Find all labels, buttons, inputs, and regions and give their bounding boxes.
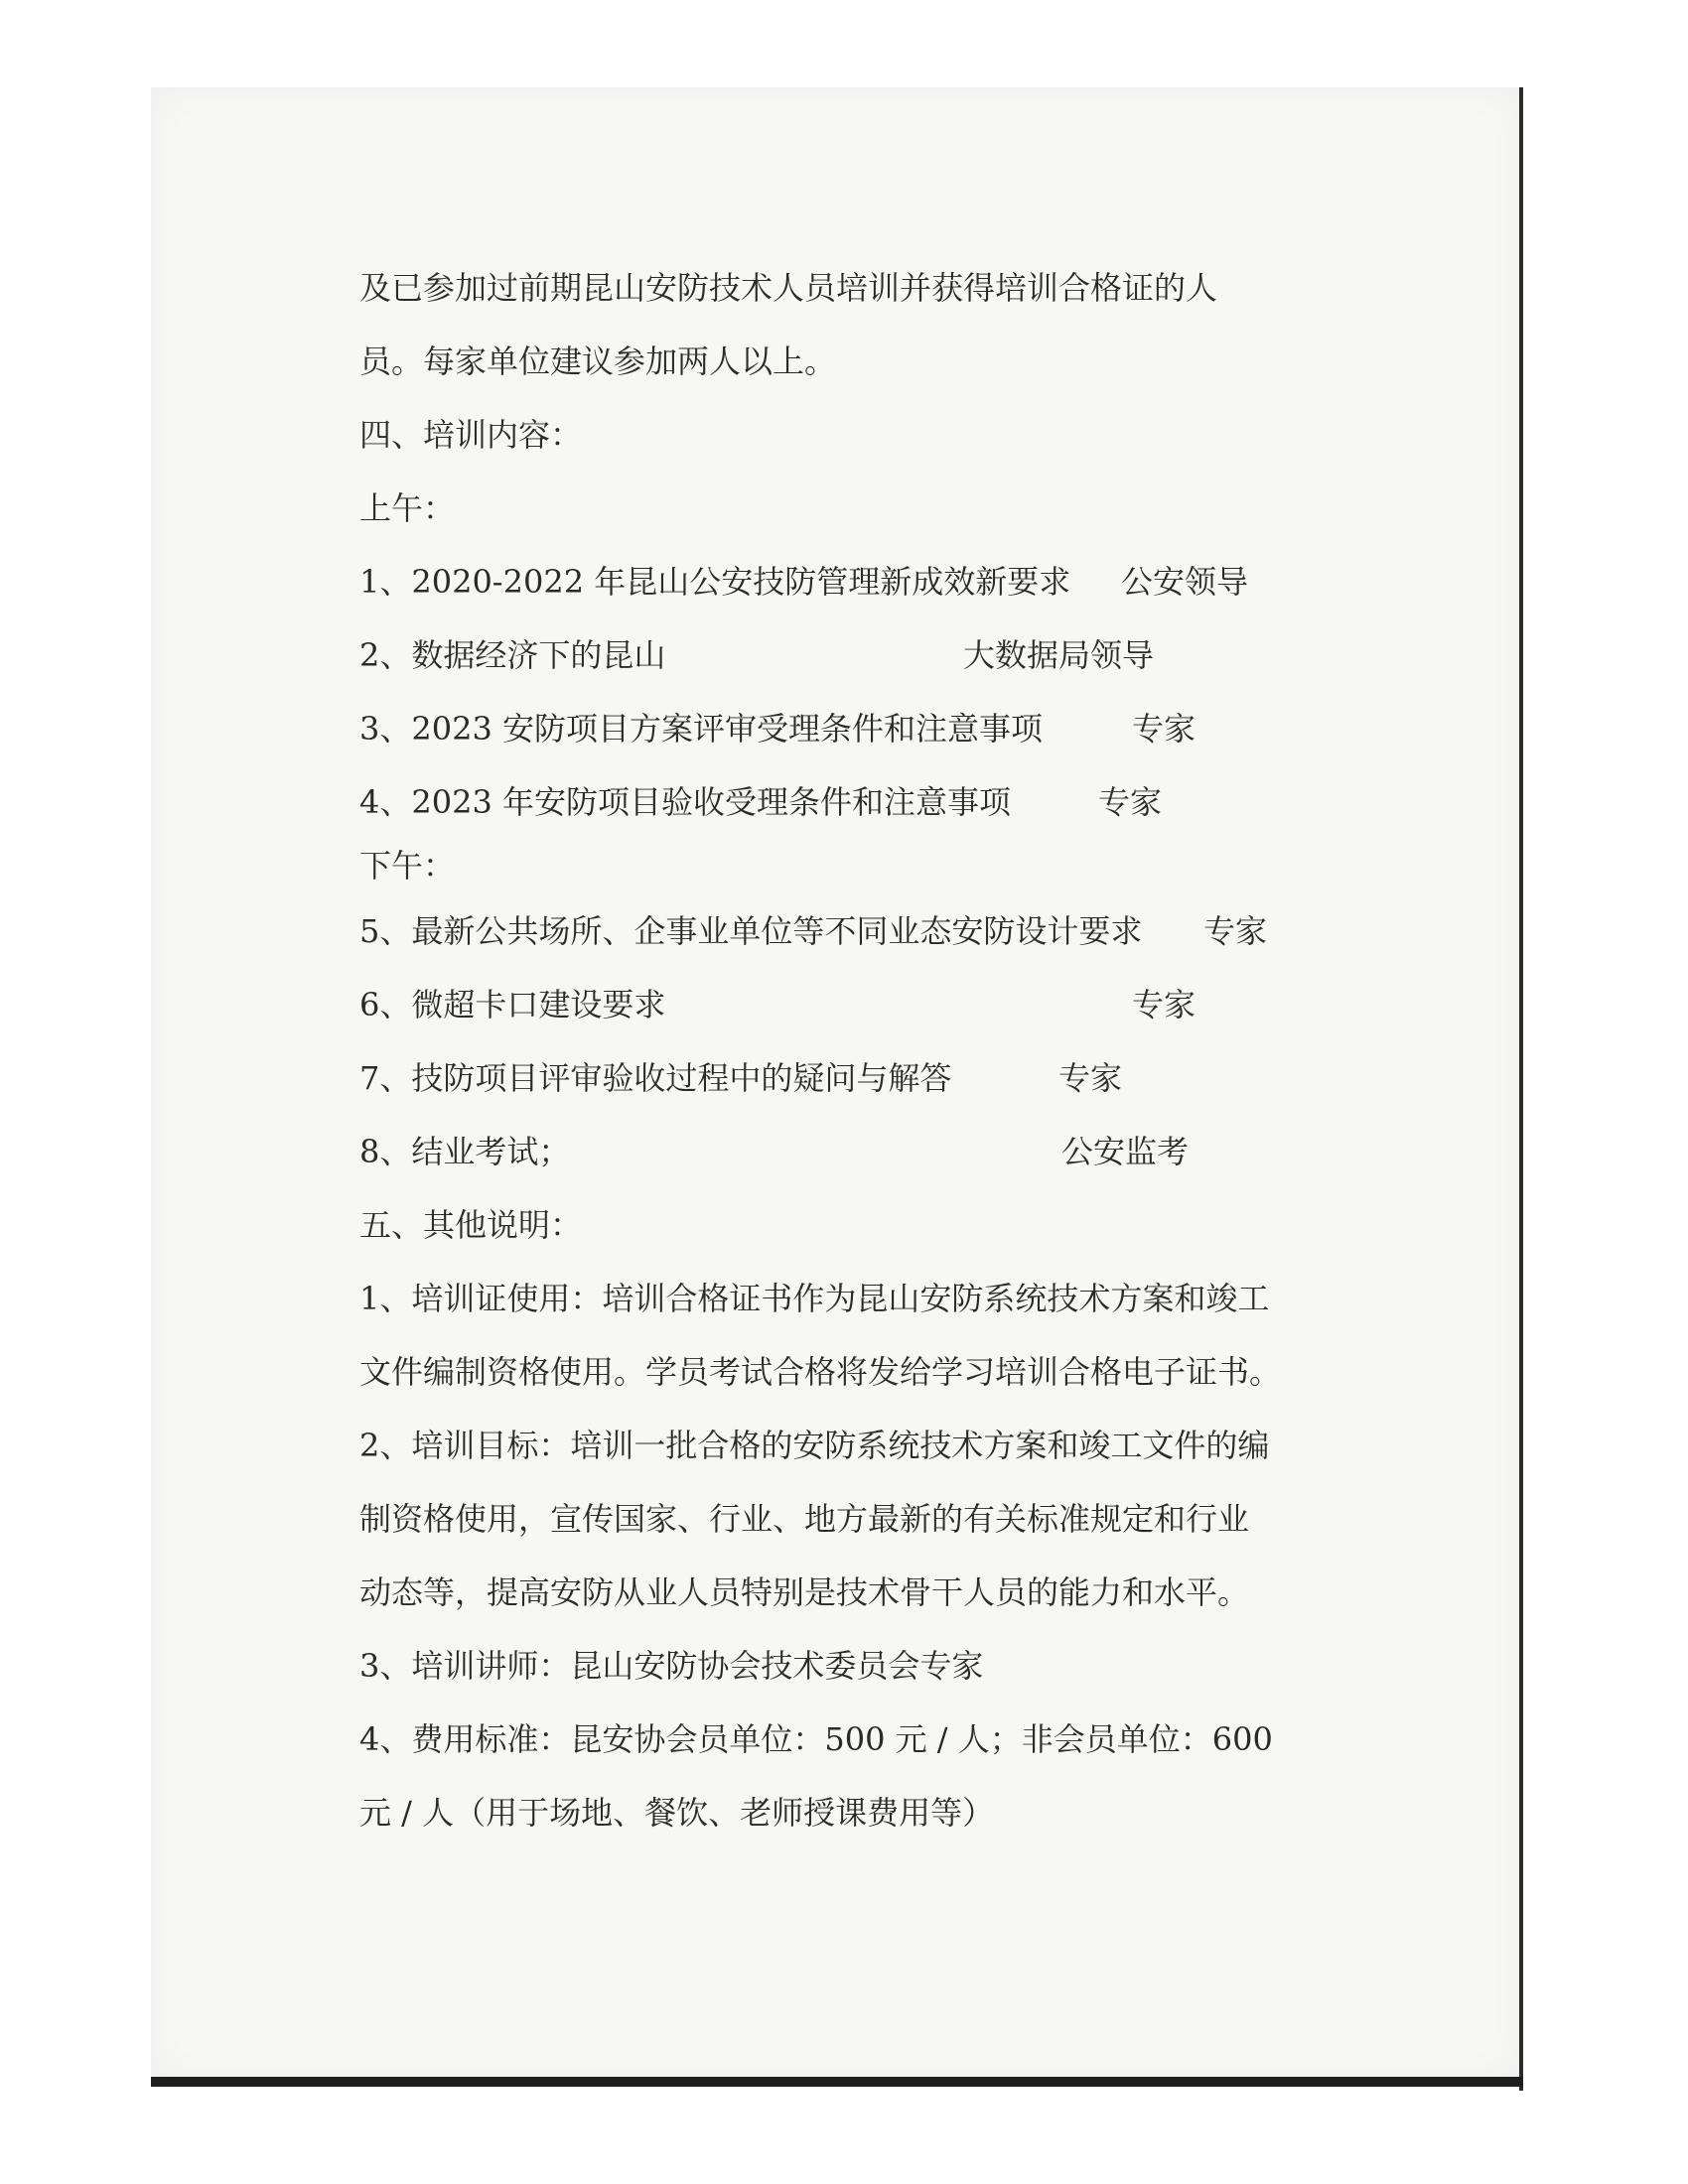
schedule-item (359, 1132, 1333, 1205)
schedule-topic: 6、微超卡口建设要求 (359, 986, 666, 1024)
schedule-topic: 3、2023 安防项目方案评审受理条件和注意事项 (359, 710, 1043, 748)
paragraph-line: 4、费用标准：昆安协会员单位：500 元 / 人；非会员单位：600 (359, 1720, 1273, 1758)
paragraph-line: 1、培训证使用：培训合格证书作为昆山安防系统技术方案和竣工 (359, 1280, 1270, 1317)
schedule-topic: 2、数据经济下的昆山 (359, 636, 666, 674)
schedule-speaker: 专家 (1203, 912, 1268, 950)
paragraph-line: 动态等，提高安防从业人员特别是技术骨干人员的能力和水平。 (359, 1573, 1250, 1611)
schedule-item (359, 782, 1333, 846)
schedule-topic: 4、2023 年安防项目验收受理条件和注意事项 (359, 783, 1011, 821)
schedule-topic: 5、最新公共场所、企事业单位等不同业态安防设计要求 (359, 912, 1143, 950)
schedule-speaker: 专家 (1098, 783, 1163, 821)
paragraph-line: 2、培训目标：培训一批合格的安防系统技术方案和竣工文件的编 (359, 1427, 1270, 1464)
paragraph-line: 文件编制资格使用。学员考试合格将发给学习培训合格电子证书。 (359, 1353, 1282, 1391)
schedule-item (359, 1058, 1333, 1132)
schedule-topic: 1、2020-2022 年昆山公安技防管理新成效新要求 (359, 563, 1071, 601)
schedule-speaker: 大数据局领导 (963, 636, 1155, 674)
schedule-item (359, 911, 1333, 985)
paragraph-line: 及已参加过前期昆山安防技术人员培训并获得培训合格证的人 (359, 269, 1218, 307)
session-label: 上午： (359, 489, 456, 527)
session-label: 下午： (359, 847, 456, 885)
paper-shadow-edge (1519, 87, 1523, 2091)
paper-shadow-edge (151, 2077, 1523, 2087)
paragraph-line: 元 / 人（用于场地、餐饮、老师授课费用等） (359, 1794, 995, 1832)
schedule-speaker: 专家 (1132, 986, 1196, 1024)
paragraph-line: 制资格使用，宣传国家、行业、地方最新的有关标准规定和行业 (359, 1500, 1250, 1538)
schedule-topic: 8、结业考试； (359, 1133, 571, 1170)
schedule-speaker: 公安监考 (1061, 1133, 1190, 1170)
schedule-speaker: 公安领导 (1121, 563, 1249, 601)
schedule-item (359, 562, 1333, 635)
section-heading: 五、其他说明： (359, 1206, 583, 1244)
paragraph-line: 员。每家单位建议参加两人以上。 (359, 342, 837, 380)
paragraph-line: 3、培训讲师：昆山安防协会技术委员会专家 (359, 1647, 984, 1685)
schedule-speaker: 专家 (1058, 1059, 1123, 1097)
schedule-item (359, 985, 1333, 1058)
section-heading: 四、培训内容： (359, 416, 583, 454)
document-body (359, 268, 1333, 1866)
schedule-item (359, 635, 1333, 709)
schedule-topic: 7、技防项目评审验收过程中的疑问与解答 (359, 1059, 952, 1097)
schedule-speaker: 专家 (1132, 710, 1196, 748)
schedule-item (359, 709, 1333, 782)
